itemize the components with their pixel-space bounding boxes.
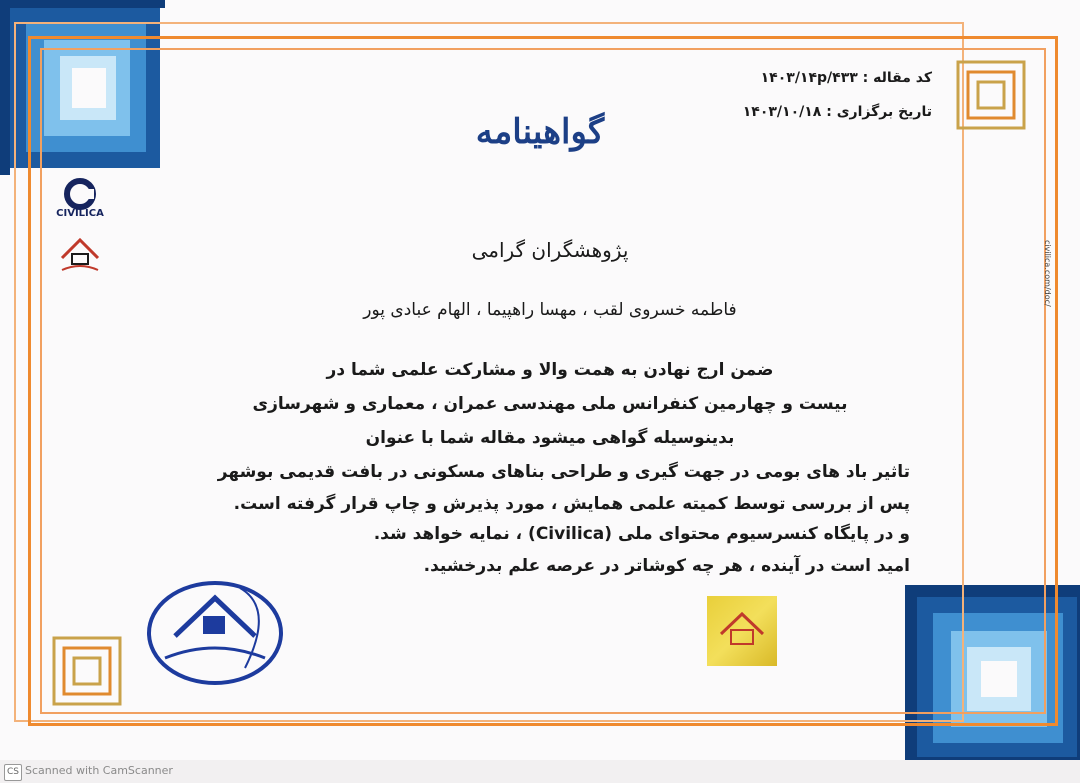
body-line-3: بدینوسیله گواهی میشود مقاله شما با عنوان (365, 428, 735, 448)
body-line-6: و در پایگاه کنسرسیوم محتوای ملی (Civilica) ، نمایه خواهد شد. (373, 524, 910, 544)
certificate-title: گواهینامه (475, 112, 605, 152)
hologram-seal (707, 596, 777, 666)
closing-line: امید است در آینده ، هر چه کوشاتر در عرصه علم بدرخشید. (423, 556, 910, 576)
body-line-2: بیست و چهارمین کنفرانس ملی مهندسی عمران ، معماری و شهرسازی (252, 394, 848, 414)
salutation: پژوهشگران گرامی (471, 238, 629, 262)
body-line-5: پس از بررسی توسط کمیته علمی همایش ، مورد پذیرش و چاپ قرار گرفته است. (233, 494, 910, 514)
scanner-watermark: Scanned with CamScanner (25, 764, 173, 777)
author-names: فاطمه خسروی لقب ، مهسا راهپیما ، الهام عبادی پور (363, 300, 737, 320)
event-date: تاریخ برگزاری : ۱۴۰۳/۱۰/۱۸ (742, 104, 932, 120)
institute-stamp (145, 578, 285, 688)
camscanner-icon: CS (4, 764, 22, 781)
scanner-footer (0, 760, 1080, 783)
body-line-1: ضمن ارج نهادن به همت والا و مشارکت علمی شما در (326, 360, 774, 380)
article-code: کد مقاله : ۱۴۰۳/۱۴p/۴۳۳ (760, 70, 932, 86)
square-ornament-bottom-left (52, 636, 122, 706)
article-title: تاثیر باد های بومی در جهت گیری و طراحی بناهای مسکونی در بافت قدیمی بوشهر (217, 462, 910, 482)
side-verification-text: civilica.com/doc/ (1043, 240, 1052, 307)
civilica-logo-text: CIVILICA (56, 208, 104, 219)
